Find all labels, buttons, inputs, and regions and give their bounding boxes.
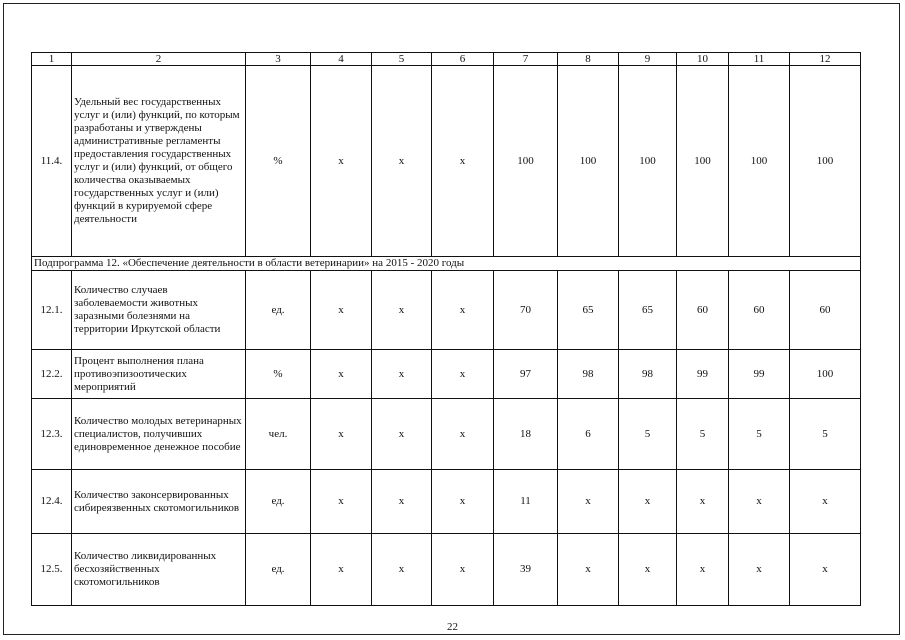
table-row [32,470,861,534]
value-cell: x [432,271,494,350]
column-number: 9 [619,53,677,66]
value-cell: x [311,399,372,470]
value-cell: 98 [619,350,677,399]
value-cell: 98 [558,350,619,399]
column-number: 4 [311,53,372,66]
column-number: 6 [432,53,494,66]
table-row [32,399,861,470]
value-cell: x [558,470,619,534]
value-cell: x [311,534,372,606]
value-cell: x [432,66,494,257]
unit-cell: % [246,66,311,257]
value-cell: x [311,470,372,534]
value-cell: 60 [677,271,729,350]
row-number: 12.2. [32,350,72,399]
column-number: 2 [72,53,246,66]
value-cell: 100 [619,66,677,257]
row-number: 11.4. [32,66,72,257]
value-cell: 100 [790,66,861,257]
value-cell: 99 [677,350,729,399]
column-number: 10 [677,53,729,66]
value-cell: x [619,470,677,534]
indicator-description: Количество случаев заболеваемости животных заразными болезнями на территории Иркутской области [72,271,246,350]
value-cell: x [432,399,494,470]
value-cell: x [372,271,432,350]
value-cell: x [372,350,432,399]
subprogram-title: Подпрограмма 12. «Обеспечение деятельности в области ветеринарии» на 2015 - 2020 годы [32,257,861,271]
value-cell: 5 [619,399,677,470]
value-cell: x [372,66,432,257]
value-cell: 5 [790,399,861,470]
value-cell: 97 [494,350,558,399]
value-cell: x [558,534,619,606]
table-row [32,271,861,350]
column-number-row [32,53,861,66]
value-cell: 39 [494,534,558,606]
table-row [32,350,861,399]
indicator-description: Удельный вес государственных услуг и (или) функций, по которым разработаны и утверждены административные регламенты предоставления государственных услуг и (или) функций, от общего количества оказываемых государственных услуг и (или) функций в курируемой сфере деятельности [72,66,246,257]
value-cell: x [311,350,372,399]
value-cell: 11 [494,470,558,534]
indicators-table [31,52,861,606]
unit-cell: ед. [246,470,311,534]
indicator-description: Количество законсервированных сибиреязвенных скотомогильников [72,470,246,534]
value-cell: x [372,534,432,606]
value-cell: x [729,470,790,534]
value-cell: 5 [677,399,729,470]
row-number: 12.3. [32,399,72,470]
value-cell: x [677,470,729,534]
value-cell: x [432,470,494,534]
value-cell: x [677,534,729,606]
value-cell: x [372,399,432,470]
value-cell: x [790,534,861,606]
subprogram-row [32,257,861,271]
column-number: 11 [729,53,790,66]
indicator-description: Количество ликвидированных бесхозяйственных скотомогильников [72,534,246,606]
indicator-description: Процент выполнения плана противоэпизоотических мероприятий [72,350,246,399]
value-cell: 60 [729,271,790,350]
page-number: 22 [447,621,458,633]
unit-cell: % [246,350,311,399]
value-cell: 65 [558,271,619,350]
column-number: 12 [790,53,861,66]
value-cell: 100 [677,66,729,257]
value-cell: x [729,534,790,606]
column-number: 1 [32,53,72,66]
table-row [32,66,861,257]
value-cell: 65 [619,271,677,350]
value-cell: x [432,534,494,606]
column-number: 3 [246,53,311,66]
value-cell: 60 [790,271,861,350]
value-cell: 100 [558,66,619,257]
value-cell: 18 [494,399,558,470]
indicator-description: Количество молодых ветеринарных специалистов, получивших единовременное денежное пособие [72,399,246,470]
row-number: 12.4. [32,470,72,534]
value-cell: 6 [558,399,619,470]
value-cell: 5 [729,399,790,470]
value-cell: 100 [494,66,558,257]
value-cell: x [432,350,494,399]
unit-cell: ед. [246,271,311,350]
value-cell: x [790,470,861,534]
value-cell: x [311,271,372,350]
value-cell: 99 [729,350,790,399]
unit-cell: ед. [246,534,311,606]
value-cell: x [619,534,677,606]
column-number: 5 [372,53,432,66]
value-cell: x [311,66,372,257]
value-cell: 70 [494,271,558,350]
column-number: 8 [558,53,619,66]
column-number: 7 [494,53,558,66]
value-cell: 100 [790,350,861,399]
row-number: 12.1. [32,271,72,350]
unit-cell: чел. [246,399,311,470]
row-number: 12.5. [32,534,72,606]
value-cell: 100 [729,66,790,257]
value-cell: x [372,470,432,534]
table-row [32,534,861,606]
